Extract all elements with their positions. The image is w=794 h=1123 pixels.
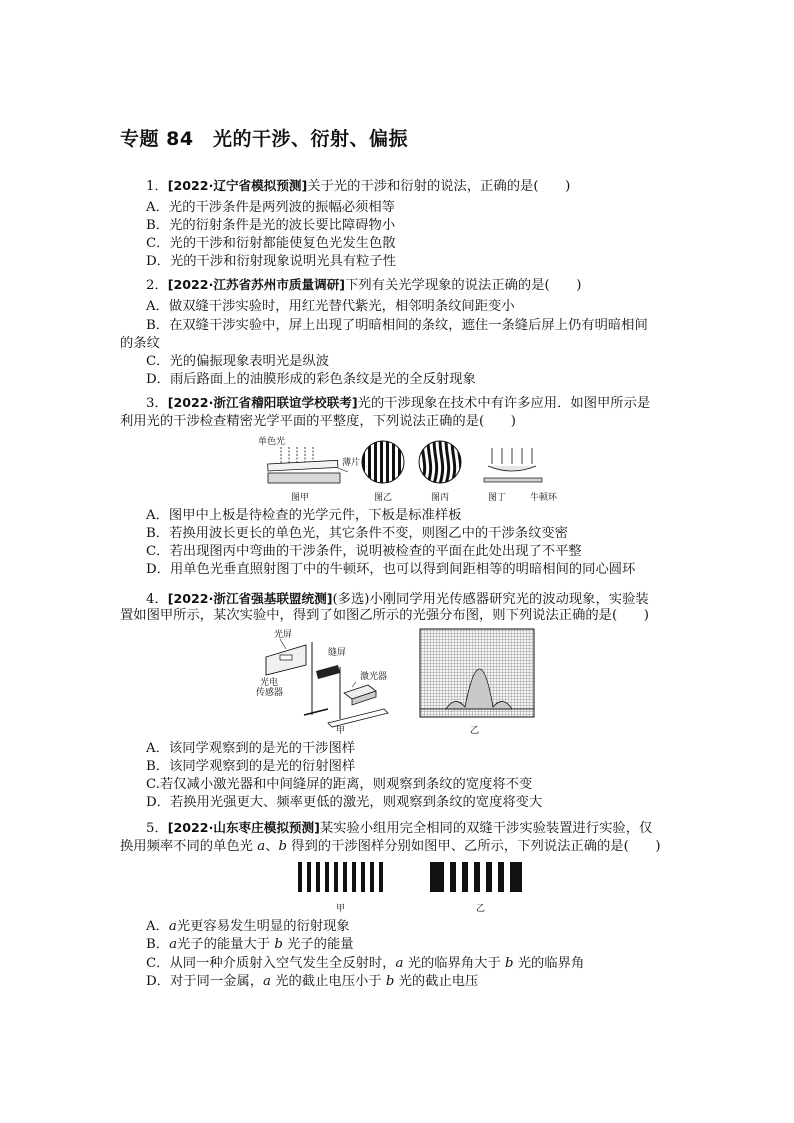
question-number: 1． — [146, 179, 168, 194]
label-light-screen: 光屏 — [274, 629, 293, 639]
page-title: 专题 84 光的干涉、衍射、偏振 — [120, 128, 409, 150]
option-text: C．从同一种介质射入空气发生全反射时， — [146, 956, 396, 971]
option-1d: D．光的干涉和衍射现象说明光具有粒子性 — [146, 254, 397, 269]
question-text: 光的干涉现象在技术中有许多应用．如图甲所示是 — [357, 396, 651, 411]
question-text: 某实验小组用完全相同的双缝干涉实验装置进行实验，仅 — [319, 821, 653, 836]
question-number: 2． — [146, 278, 168, 293]
pattern-jia — [298, 862, 383, 913]
question-number: 5． — [146, 821, 168, 836]
option-1b: B．光的衍射条件是光的波长要比障碍物小 — [146, 218, 396, 233]
pattern-yi — [430, 862, 522, 913]
question-text: (多选)小刚同学用光传感器研究光的波动现象，实验装 — [332, 592, 649, 607]
question-text: 关于光的干涉和衍射的说法，正确的是( ) — [307, 179, 571, 194]
question-5-stem-continued — [120, 838, 661, 856]
question-source: [2022·江苏省苏州市质量调研] — [167, 277, 346, 292]
caption-figure-5-jia: 甲 — [336, 903, 346, 913]
question-number: 4． — [146, 592, 168, 607]
caption-figure-jia: 图甲 — [291, 492, 310, 502]
option-3c: C．若出现图丙中弯曲的干涉条件，说明被检查的平面在此处出现了不平整 — [146, 544, 582, 559]
question-number: 3． — [146, 396, 168, 411]
figure-fringe-patterns — [298, 860, 524, 916]
caption-figure-4-yi: 乙 — [470, 725, 480, 735]
figure-light-sensor-setup — [256, 627, 536, 737]
question-3-stem — [146, 394, 650, 413]
caption-figure-4-jia: 甲 — [336, 725, 346, 735]
variable-b: b — [274, 937, 283, 952]
option-prefix: A． — [146, 919, 169, 934]
question-source: [2022·浙江省强基联盟统测] — [167, 591, 333, 606]
option-text: 光子的能量大于 — [177, 937, 275, 952]
figure-yi-straight-fringes — [362, 440, 404, 502]
option-3d: D．用单色光垂直照射图丁中的牛顿环，也可以得到间距相等的明暗相间的同心圆环 — [146, 562, 636, 577]
variable-a: a — [263, 974, 271, 989]
stem-part: 得到的干涉图样分别如图甲、乙所示，下列说法正确的是( ) — [286, 839, 661, 854]
caption-figure-bing: 图丙 — [431, 492, 450, 502]
option-text: 光更容易发生明显的衍射现象 — [176, 919, 350, 934]
caption-figure-yi: 图乙 — [374, 492, 393, 502]
label-photoelectric: 光电 — [260, 677, 279, 687]
caption-figure-5-yi: 乙 — [476, 903, 486, 913]
option-2c: C．光的偏振现象表明光是纵波 — [146, 354, 330, 369]
option-4b: B．该同学观察到的是光的衍射图样 — [146, 759, 356, 774]
option-5c — [146, 955, 584, 973]
option-4a: A．该同学观察到的是光的干涉图样 — [146, 741, 356, 756]
stem-part: 、 — [265, 839, 279, 854]
option-2b-continued: 的条纹 — [120, 336, 160, 351]
option-4c: C.若仅减小激光器和中间缝屏的距离，则观察到条纹的宽度将不变 — [146, 777, 533, 792]
question-source: [2022·浙江省稽阳联谊学校联考] — [167, 395, 358, 410]
question-4-stem-continued: 置如图甲所示，某次实验中，得到了如图乙所示的光强分布图，则下列说法正确的是( ) — [120, 608, 649, 623]
option-3a: A．图甲中上板是待检查的光学元件，下板是标准样板 — [146, 508, 462, 523]
variable-a: a — [257, 839, 266, 854]
label-thin-film: 薄片 — [342, 457, 361, 467]
option-text: 光子的能量 — [282, 937, 354, 952]
variable-b: b — [385, 974, 395, 989]
label-monochromatic-light: 单色光 — [258, 436, 286, 446]
variable-a: a — [169, 937, 178, 952]
option-5d — [146, 973, 478, 991]
figure-interference-apparatus — [256, 434, 596, 504]
question-text: 下列有关光学现象的说法正确的是( ) — [345, 278, 582, 293]
option-prefix: B． — [146, 937, 170, 952]
label-newton-ring: 牛顿环 — [530, 492, 558, 502]
question-source: [2022·山东枣庄模拟预测] — [167, 820, 320, 835]
figure-apparatus-jia — [256, 628, 388, 735]
option-text: 光的截止电压 — [394, 974, 479, 989]
option-text: 光的临界角 — [513, 956, 585, 971]
option-text: 光的临界角大于 — [403, 956, 506, 971]
option-1c: C．光的干涉和衍射都能使复色光发生色散 — [146, 236, 396, 251]
option-5a — [146, 918, 350, 936]
label-laser: 激光器 — [360, 671, 388, 681]
caption-figure-ding: 图丁 — [488, 492, 507, 502]
variable-a: a — [395, 956, 404, 971]
stem-part: 换用频率不同的单色光 — [120, 839, 258, 854]
option-3b: B．若换用波长更长的单色光，其它条件不变，则图乙中的干涉条纹变密 — [146, 526, 568, 541]
option-2d: D．雨后路面上的油膜形成的彩色条纹是光的全反射现象 — [146, 372, 476, 387]
label-sensor: 传感器 — [256, 687, 284, 697]
variable-b: b — [505, 956, 514, 971]
label-slit-screen: 缝屏 — [328, 647, 347, 657]
option-2a: A．做双缝干涉实验时，用红光替代紫光，相邻明条纹间距变小 — [146, 299, 515, 314]
variable-b: b — [278, 839, 287, 854]
option-2b: B．在双缝干涉实验中，屏上出现了明暗相间的条纹，遮住一条缝后屏上仍有明暗相间 — [146, 318, 648, 333]
option-4d: D．若换用光强更大、频率更低的激光，则观察到条纹的宽度将变大 — [146, 795, 543, 810]
figure-bing-curved-fringes — [419, 439, 461, 502]
question-3-stem-continued: 利用光的干涉检查精密光学平面的平整度，下列说法正确的是( ) — [120, 414, 516, 429]
question-source: [2022·辽宁省模拟预测] — [167, 178, 308, 193]
figure-intensity-yi — [420, 629, 534, 735]
question-2-stem — [146, 276, 581, 295]
option-5b — [146, 936, 354, 954]
question-5-stem — [146, 819, 652, 838]
option-text: D．对于同一金属， — [146, 974, 264, 989]
option-1a: A．光的干涉条件是两列波的振幅必须相等 — [146, 200, 395, 215]
figure-jia-wedge — [258, 435, 360, 502]
question-1-stem — [146, 177, 570, 196]
figure-ding-newton-ring — [484, 448, 558, 502]
variable-a: a — [168, 919, 177, 934]
option-text: 光的截止电压小于 — [270, 974, 386, 989]
